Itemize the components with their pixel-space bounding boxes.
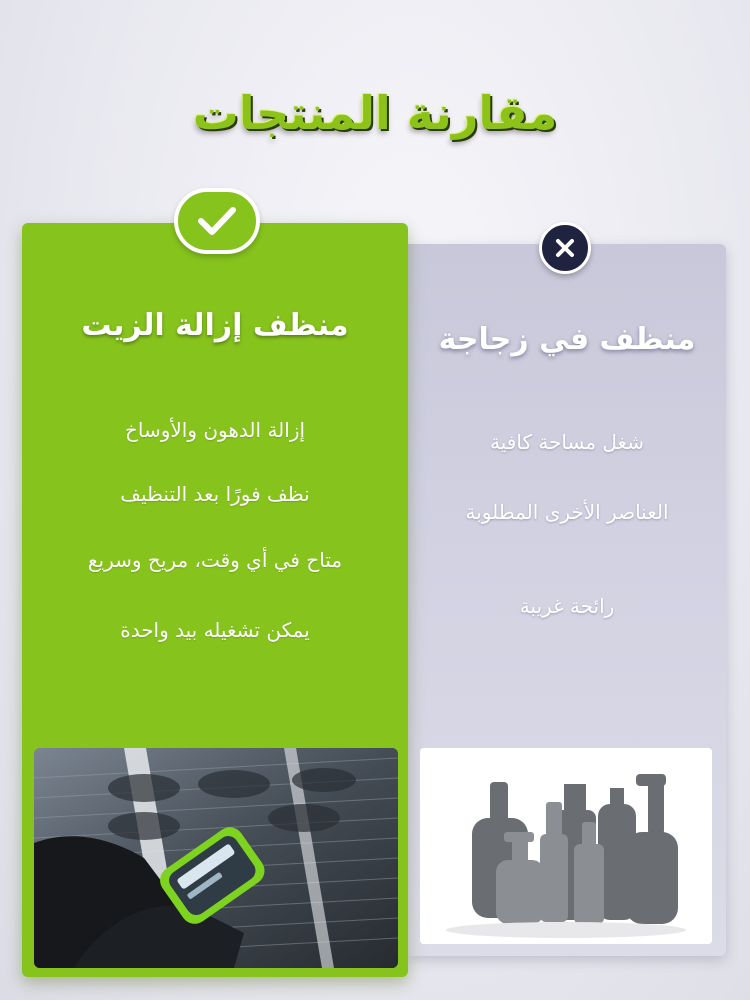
bottle-cleaner-feature: رائحة غريبة [519, 594, 615, 618]
bottle-cleaner-title: منظف في زجاجة [438, 322, 696, 357]
page-title: مقارنة المنتجات [192, 86, 558, 140]
oil-remover-feature: نظف فورًا بعد التنظيف [120, 482, 310, 506]
oil-remover-feature: إزالة الدهون والأوساخ [124, 418, 306, 442]
check-icon [174, 188, 260, 254]
bottle-cleaner-feature: شغل مساحة كافية [490, 430, 644, 454]
spray-bottles-photo [420, 748, 712, 944]
product-usage-photo [34, 748, 398, 968]
oil-remover-feature: متاح في أي وقت، مريح وسريع [87, 548, 343, 572]
oil-remover-title: منظف إزالة الزيت [81, 308, 349, 343]
bottle-cleaner-feature: العناصر الأخرى المطلوبة [465, 500, 669, 524]
oil-remover-feature: يمكن تشغيله بيد واحدة [120, 618, 310, 642]
cross-icon [539, 222, 591, 274]
